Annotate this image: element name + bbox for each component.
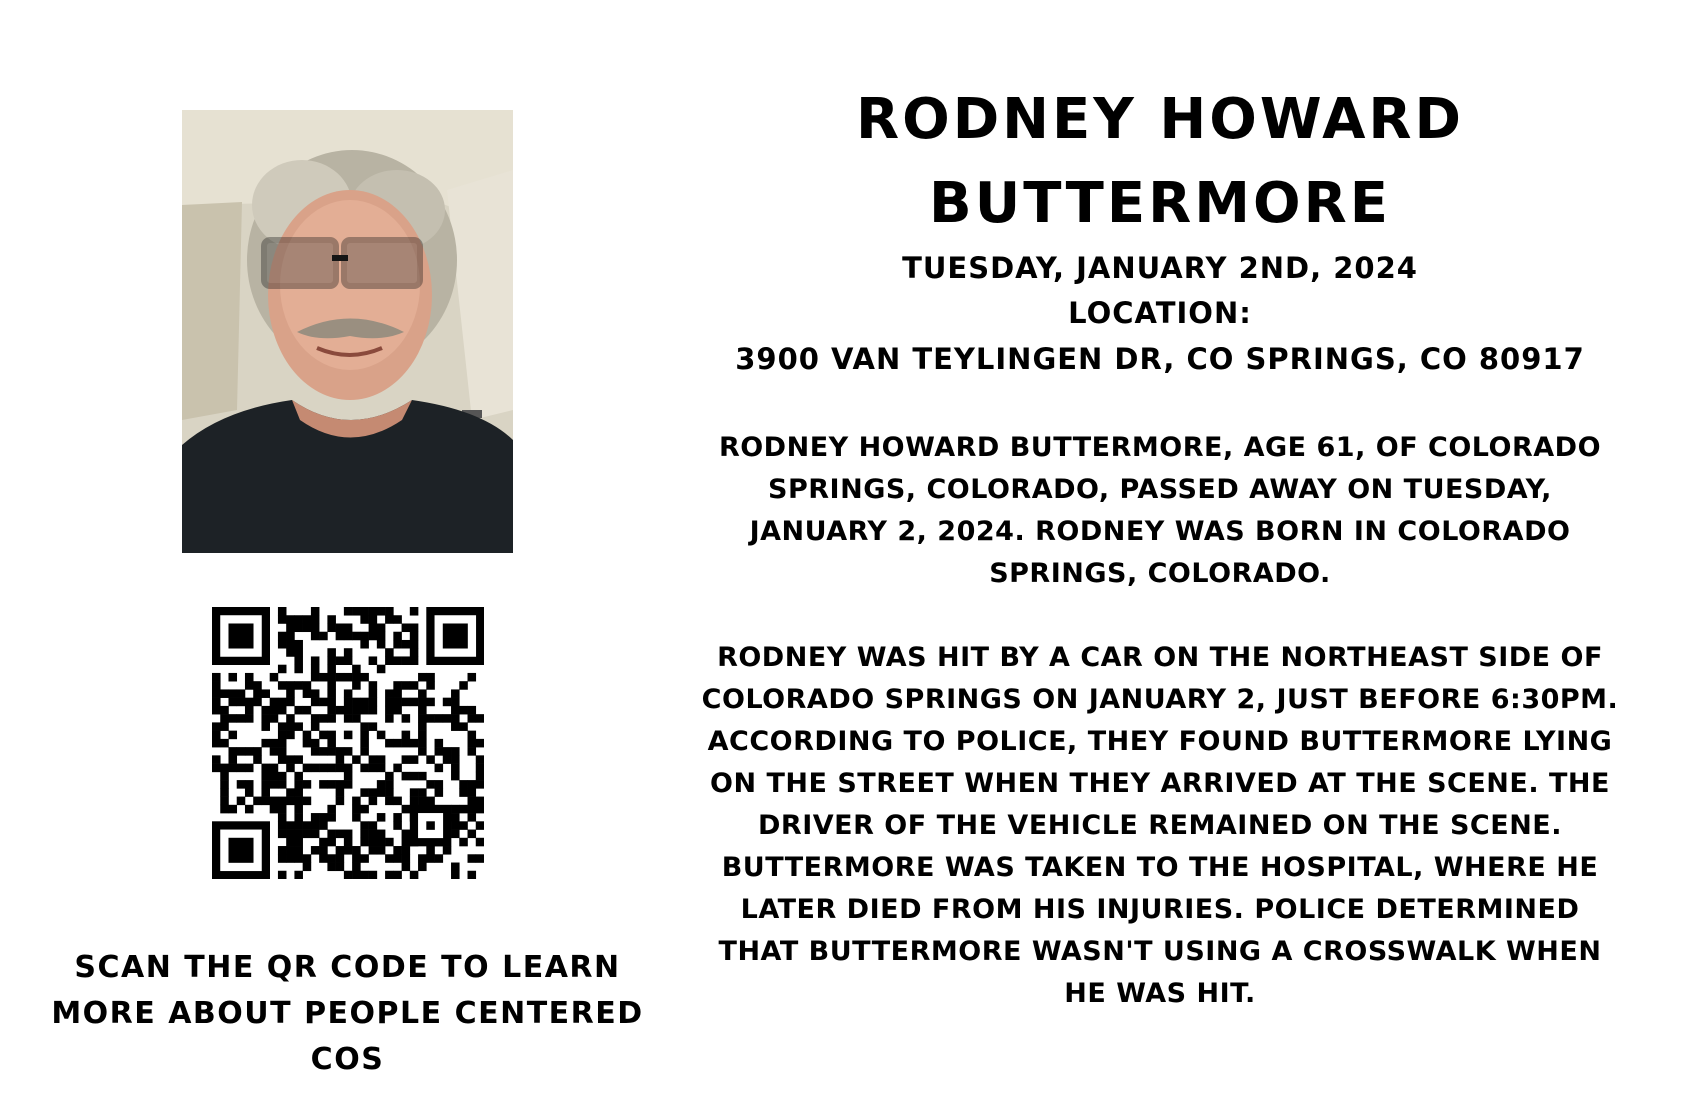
memorial-name: RODNEY HOWARD BUTTERMORE bbox=[855, 87, 1465, 236]
location-label: LOCATION: bbox=[1068, 296, 1252, 330]
memorial-date: TUESDAY, JANUARY 2ND, 2024 bbox=[902, 251, 1418, 285]
memorial-details bbox=[640, 78, 1680, 1015]
location-address: 3900 VAN TEYLINGEN DR, CO SPRINGS, CO 80917 bbox=[735, 342, 1585, 376]
qr-caption: SCAN THE QR CODE TO LEARN MORE ABOUT PEOPLE CENTERED COS bbox=[51, 950, 644, 1077]
portrait-photo bbox=[182, 110, 513, 553]
obituary-paragraph: RODNEY HOWARD BUTTERMORE, AGE 61, OF COLORADO SPRINGS, COLORADO, PASSED AWAY ON TUESDAY, JANUARY 2, 2024. RODNEY WAS BORN IN COLORADO SPRINGS, COLORADO. bbox=[718, 432, 1602, 589]
obituary-paragraph: RODNEY WAS HIT BY A CAR ON THE NORTHEAST SIDE OF COLORADO SPRINGS ON JANUARY 2, JUST BEFORE 6:30PM. ACCORDING TO POLICE, THEY FOUND BUTTERMORE LYING ON THE STREET WHEN THEY ARRIVED AT THE SCENE. THE DRIVER OF THE VEHICLE REMAINED ON THE SCENE. BUTTERMORE WAS TAKEN TO THE HOSPITAL, WHERE HE LATER DIED FROM HIS INJURIES. POLICE DETERMINED THAT BUTTERMORE WASN'T USING A CROSSWALK WHEN HE WAS HIT. bbox=[701, 642, 1619, 1009]
qr-code[interactable] bbox=[212, 607, 484, 879]
